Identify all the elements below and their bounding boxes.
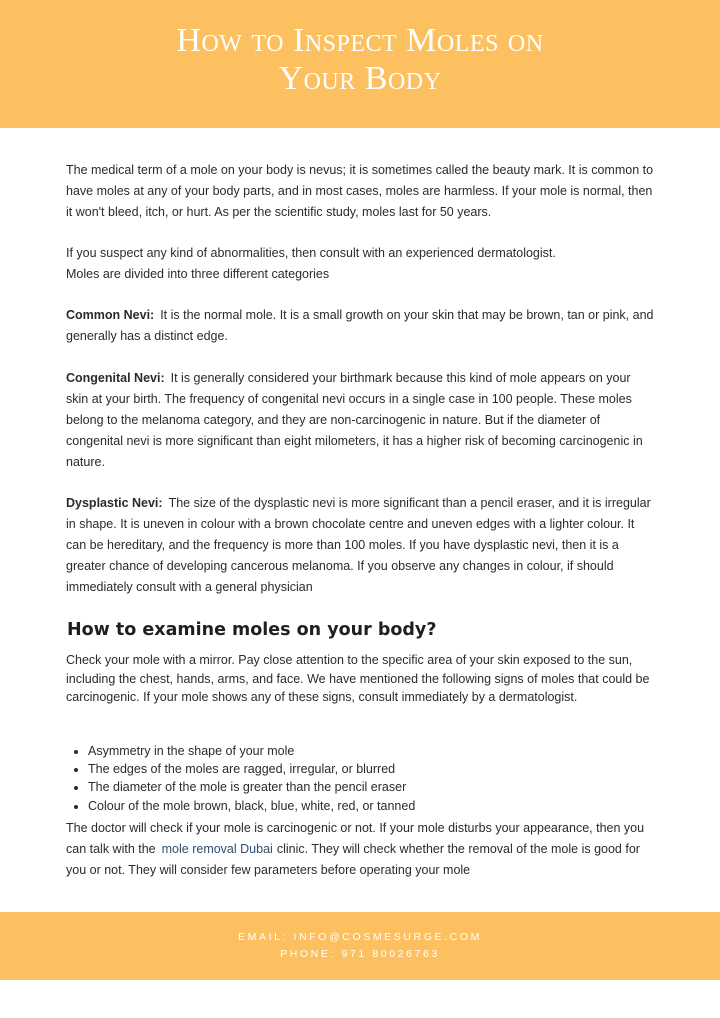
closing-paragraph xyxy=(66,818,656,881)
category-term: Common Nevi: xyxy=(66,308,155,322)
footer-email[interactable]: EMAIL: INFO@COSMESURGE.COM xyxy=(238,931,482,943)
category-text: It is the normal mole. It is a small growth on your skin that may be brown, tan or pink, and generally has a distinct edge. xyxy=(66,308,654,343)
intro-line-2: Moles are divided into three different categories xyxy=(66,267,330,281)
page-title-line-1: How to Inspect Moles on xyxy=(176,22,544,59)
footer-banner xyxy=(0,912,720,980)
page-title xyxy=(0,22,720,98)
list-item: • Colour of the mole brown, black, blue, white, red, or tanned xyxy=(88,797,415,815)
signs-list xyxy=(66,742,415,815)
examine-intro-paragraph: Check your mole with a mirror. Pay close attention to the specific area of your skin exposed to the sun, including the chest, hands, arms, and face. We have mentioned the following signs of moles that could be carcinogenic. If your mole shows any of these signs, consult immediately by a dermatologist. xyxy=(66,653,650,704)
category-text: The size of the dysplastic nevi is more significant than a pencil eraser, and it is irregular in shape. It is uneven in colour with a brown chocolate centre and uneven edges with a lighter colour. It can be hereditary, and the frequency is more than 100 moles. If you have dysplastic nevi, then it is a greater chance of developing cancerous melanoma. If you observe any changes in colour, if should immediately consult with a general physician xyxy=(66,496,651,594)
header-banner xyxy=(0,0,720,128)
category-congenital-nevi xyxy=(66,368,656,473)
section-heading: How to examine moles on your body? xyxy=(67,620,437,640)
mole-removal-link[interactable]: mole removal Dubai xyxy=(161,842,273,856)
category-term: Dysplastic Nevi: xyxy=(66,496,163,510)
closing-text-before-link: The doctor will check if your mole is carcinogenic or not. If your mole disturbs your appearance, then you can talk with the xyxy=(66,821,645,856)
category-dysplastic-nevi xyxy=(66,493,656,598)
list-item: • The edges of the moles are ragged, irregular, or blurred xyxy=(88,760,415,778)
category-term: Congenital Nevi: xyxy=(66,371,165,385)
category-common-nevi xyxy=(66,305,656,347)
list-item: • Asymmetry in the shape of your mole xyxy=(88,742,415,760)
footer-phone[interactable]: PHONE: 971 80026763 xyxy=(280,948,440,960)
category-text: It is generally considered your birthmark because this kind of mole appears on your skin at your birth. The frequency of congenital nevi occurs in a single case in 100 people. These moles belong to the melanoma category, and they are non-carcinogenic in nature. But if the diameter of congenital nevi is more significant than eight milometers, it has a higher risk of becoming carcinogenic in nature. xyxy=(66,371,643,469)
page-title-line-2: Your Body xyxy=(278,60,442,97)
intro-paragraph-2 xyxy=(66,243,656,285)
closing-text-after-link: clinic. They will check whether the removal of the mole is good for you or not. They will consider few parameters before operating your mole xyxy=(66,842,640,877)
intro-line-1: If you suspect any kind of abnormalities, then consult with an experienced dermatologist. xyxy=(66,246,556,260)
intro-paragraph: The medical term of a mole on your body is nevus; it is sometimes called the beauty mark. It is common to have moles at any of your body parts, and in most cases, moles are harmless. If your mole is normal, then it won't bleed, itch, or hurt. As per the scientific study, moles last for 50 years. xyxy=(66,163,654,219)
list-item: • The diameter of the mole is greater than the pencil eraser xyxy=(88,778,415,796)
